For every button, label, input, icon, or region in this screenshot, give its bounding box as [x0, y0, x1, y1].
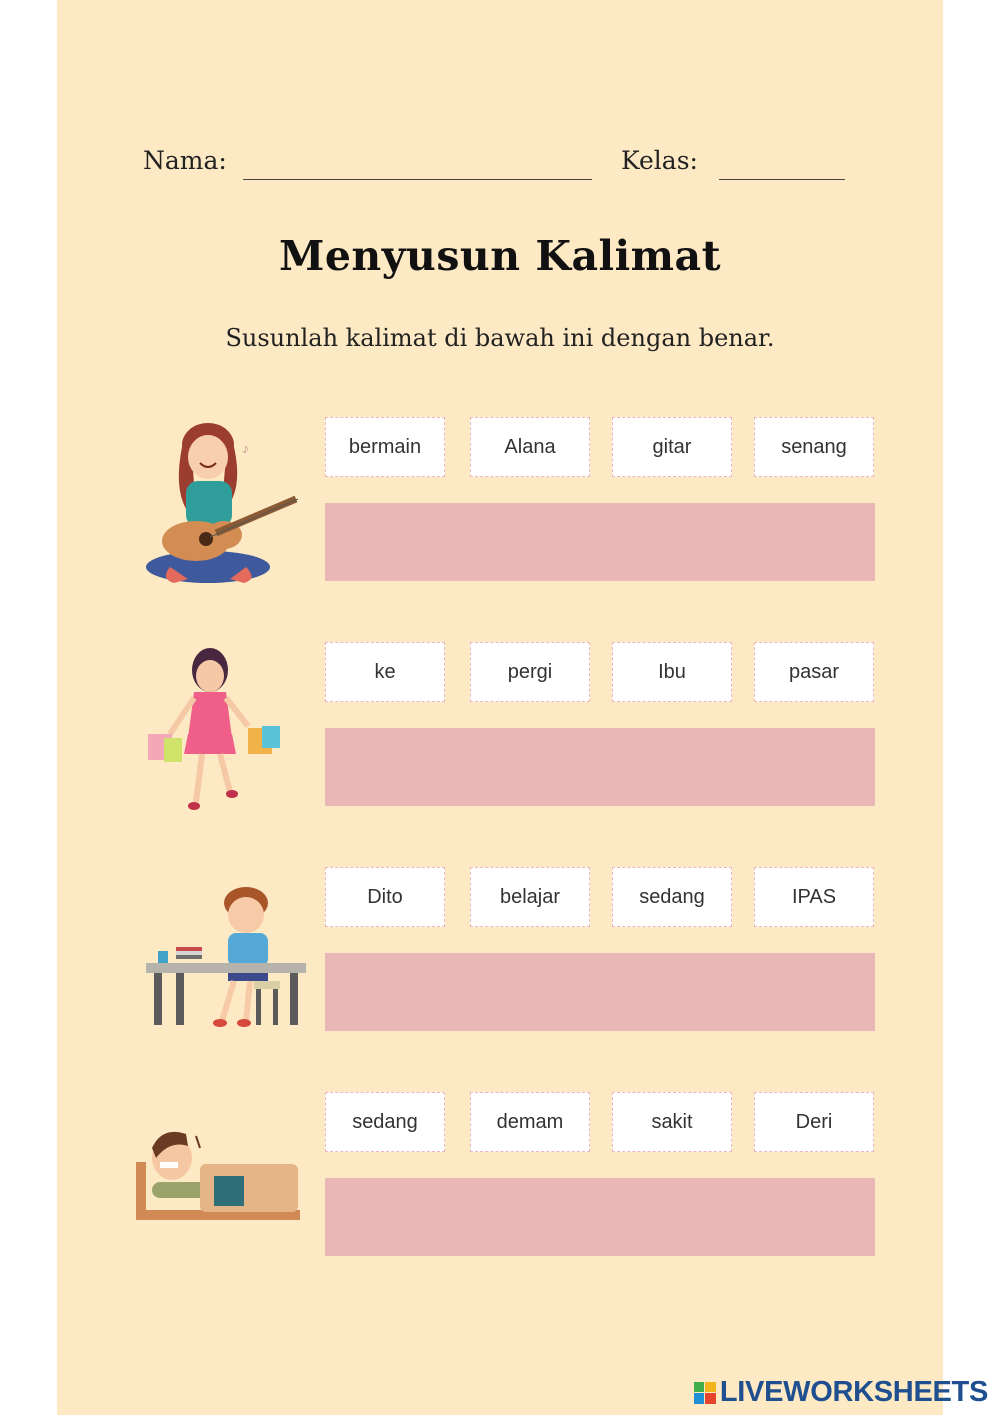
answer-drop-zone[interactable] [325, 1178, 875, 1256]
exercise-3 [0, 867, 1000, 1057]
girl-playing-guitar-illustration [130, 417, 310, 597]
word-card[interactable]: senang [754, 417, 874, 477]
boy-studying-at-desk-illustration [130, 867, 310, 1047]
woman-with-shopping-bags-illustration [130, 642, 310, 822]
page-title: Menyusun Kalimat [278, 232, 722, 280]
svg-text:♪: ♪ [242, 440, 249, 456]
word-card[interactable]: bermain [325, 417, 445, 477]
liveworksheets-logo-icon [694, 1382, 716, 1404]
word-card[interactable]: Deri [754, 1092, 874, 1152]
exercise-1 [0, 417, 1000, 607]
class-input-line[interactable] [719, 179, 845, 180]
brand-name: LIVEWORKSHEETS [719, 1376, 988, 1408]
word-card[interactable]: Dito [325, 867, 445, 927]
answer-drop-zone[interactable] [325, 503, 875, 581]
word-card[interactable]: Alana [470, 417, 590, 477]
word-card[interactable]: sedang [325, 1092, 445, 1152]
word-card[interactable]: sedang [612, 867, 732, 927]
word-card[interactable]: pasar [754, 642, 874, 702]
word-card[interactable]: ke [325, 642, 445, 702]
liveworksheets-logo[interactable] [694, 1376, 988, 1409]
name-input-line[interactable] [243, 179, 592, 180]
word-card[interactable]: Ibu [612, 642, 732, 702]
class-label: Kelas: [621, 146, 698, 175]
word-card[interactable]: demam [470, 1092, 590, 1152]
answer-drop-zone[interactable] [325, 728, 875, 806]
name-label: Nama: [143, 146, 227, 175]
word-card[interactable]: pergi [470, 642, 590, 702]
sick-boy-in-bed-illustration [130, 1092, 310, 1272]
answer-drop-zone[interactable] [325, 953, 875, 1031]
exercise-4 [0, 1092, 1000, 1282]
word-card[interactable]: IPAS [754, 867, 874, 927]
word-card[interactable]: gitar [612, 417, 732, 477]
instruction-text: Susunlah kalimat di bawah ini dengan benar. [225, 324, 775, 352]
exercise-2 [0, 642, 1000, 832]
word-card[interactable]: belajar [470, 867, 590, 927]
word-card[interactable]: sakit [612, 1092, 732, 1152]
